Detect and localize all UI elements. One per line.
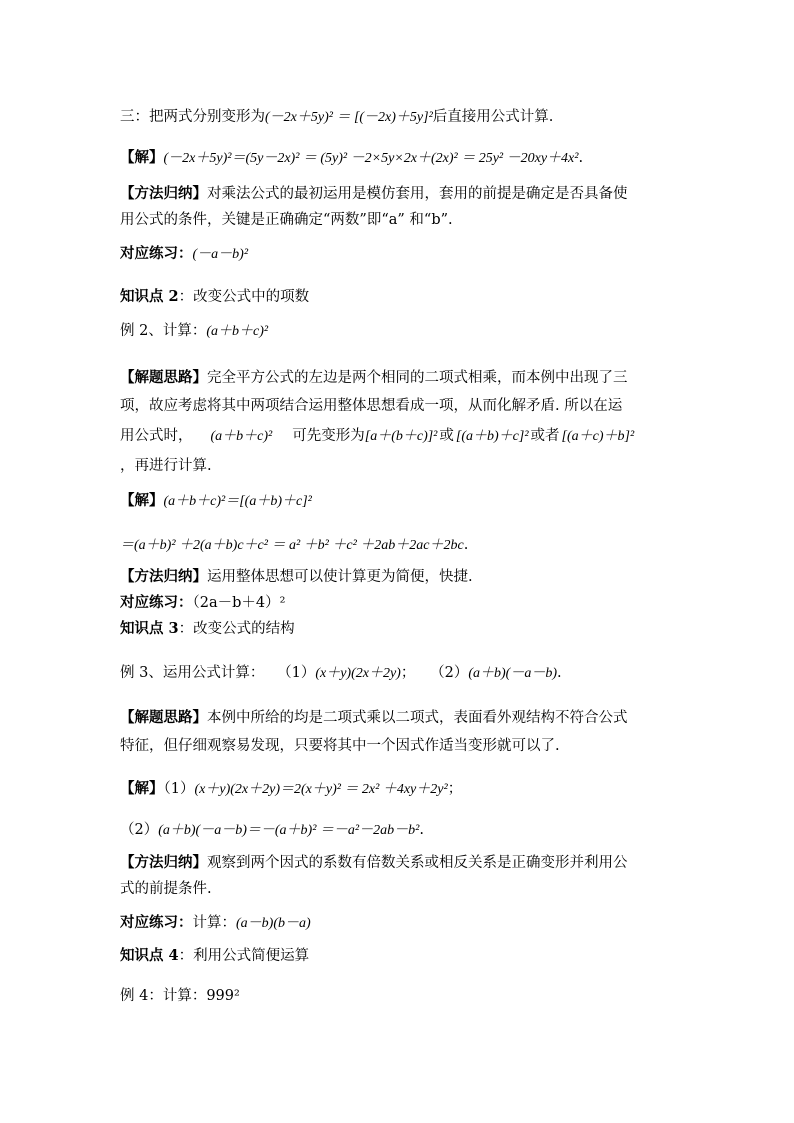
text: （2） [120, 822, 159, 838]
math-expression: [(a＋c)＋b]² [561, 429, 635, 444]
text: 三：把两式分别变形为 [120, 109, 265, 125]
text: 完全平方公式的左边是两个相同的二项式相乘，而本例中出现了三 [207, 370, 628, 386]
text: 例 3、运用公式计算： [120, 665, 265, 681]
text: 对乘法公式的最初运用是模仿套用，套用的前提是确定是否具备使 [207, 186, 628, 202]
math-expression: (－a－b)² [192, 247, 249, 262]
line-method-summary-1 [120, 184, 680, 204]
math-expression: (－2x＋5y)² ＝ [(－2x)＋5y]² [265, 110, 433, 125]
text: （2） [437, 665, 469, 681]
math-expression: (a＋b＋c)²＝[(a＋b)＋c]² [163, 494, 312, 509]
label-method-summary: 【方法归纳】 [120, 568, 207, 585]
text: 观察到两个因式的系数有倍数关系或相反关系是正确变形并利用公 [207, 855, 628, 871]
math-expression: [(a＋b)＋c]² [455, 429, 529, 444]
math-expression: (x＋y)(2x＋2y) [315, 666, 401, 681]
line-solution-2-cont [120, 535, 680, 556]
label-solution: 【解】 [120, 492, 164, 509]
line-practice-3 [120, 913, 680, 934]
line-thinking-2-formulas [120, 426, 680, 447]
line-method-summary-3 [120, 853, 680, 873]
text: ：改变公式的结构 [178, 621, 295, 637]
label-method-summary: 【方法归纳】 [120, 854, 207, 871]
line-method-three [120, 107, 680, 128]
text: （1） [163, 781, 195, 797]
line-knowledge-point-3 [120, 619, 680, 639]
line-practice-1 [120, 244, 680, 265]
line-solution-3-2 [120, 820, 680, 841]
text: ，再进行计算. [120, 458, 212, 474]
label-practice: 对应练习： [120, 594, 193, 611]
math-expression: ＝(a＋b)² ＋2(a＋b)c＋c² ＝ a² ＋b² ＋c² ＋2ab＋2ac＋2bc [120, 538, 464, 553]
label-solution: 【解】 [120, 780, 164, 797]
math-expression: (－2x＋5y)²＝(5y－2x)² ＝ (5y)² －2×5y×2x＋(2x)² ＝ 25y² －20xy＋4x² [163, 151, 579, 166]
math-expression: (a－b)(b－a) [236, 916, 311, 931]
line-thinking-2 [120, 368, 680, 388]
text: 运用整体思想可以使计算更为简便，快捷. [207, 569, 473, 585]
text: 例 4：计算：999² [120, 988, 240, 1004]
line-thinking-3 [120, 708, 680, 728]
text: 用公式的条件，关键是正确确定“两数”即“a” 和“b”. [120, 212, 453, 228]
text: . [556, 665, 562, 681]
math-expression: (a＋b＋c)² [206, 324, 269, 339]
line-method-summary-2 [120, 567, 680, 587]
text: . [463, 537, 469, 553]
text: 本例中所给的均是二项式乘以二项式，表面看外观结构不符合公式 [207, 710, 628, 726]
text: . [419, 822, 424, 838]
text: ； [400, 665, 416, 681]
line-knowledge-point-4 [120, 946, 680, 966]
math-expression: (a＋b)(－a－b)＝－(a＋b)² ＝－a²－2ab－b² [158, 823, 420, 838]
label-practice: 对应练习： [120, 914, 193, 931]
line-solution-3-1 [120, 779, 680, 800]
line-thinking-3-cont [120, 736, 680, 756]
label-solution: 【解】 [120, 149, 164, 166]
text: ； [447, 781, 463, 797]
text: 用公式时， [120, 428, 193, 444]
label-knowledge-point: 知识点 4 [120, 947, 179, 964]
line-thinking-2-end [120, 456, 680, 476]
line-solution-1 [120, 148, 680, 169]
line-knowledge-point-2 [120, 287, 680, 307]
math-expression: (a＋b＋c)² [210, 429, 273, 444]
label-thinking: 【解题思路】 [120, 369, 207, 386]
text: ：改变公式中的项数 [178, 289, 310, 305]
text: 例 2、计算： [120, 323, 207, 339]
label-thinking: 【解题思路】 [120, 709, 207, 726]
label-practice: 对应练习： [120, 245, 193, 262]
line-thinking-2-cont [120, 396, 680, 416]
text: 或者 [530, 428, 560, 444]
label-knowledge-point: 知识点 2 [120, 288, 179, 305]
text: 计算： [192, 915, 236, 931]
line-practice-2 [120, 593, 680, 613]
line-method-summary-3-cont [120, 879, 680, 899]
text: 项，故应考虑将其中两项结合运用整体思想看成一项，从而化解矛盾. 所以在运 [120, 398, 623, 414]
label-knowledge-point: 知识点 3 [120, 620, 179, 637]
text: 式的前提条件. [120, 881, 212, 897]
text: . [578, 150, 584, 166]
math-expression: [a＋(b＋c)]² [364, 429, 438, 444]
line-method-summary-1-cont [120, 210, 680, 230]
text: 可先变形为 [292, 428, 365, 444]
line-solution-2 [120, 491, 680, 512]
text: 或 [439, 428, 454, 444]
text: ：利用公式简便运算 [178, 948, 310, 964]
text: （2a－b＋4）² [192, 595, 286, 611]
math-expression: (a＋b)(－a－b) [468, 666, 557, 681]
text: （1） [284, 665, 316, 681]
text: 特征，但仔细观察易发现，只要将其中一个因式作适当变形就可以了. [120, 738, 560, 754]
line-example-3 [120, 663, 680, 684]
line-example-4 [120, 986, 680, 1006]
text: 后直接用公式计算. [432, 109, 554, 125]
line-example-2 [120, 321, 680, 342]
math-expression: (x＋y)(2x＋2y)＝2(x＋y)² ＝ 2x² ＋4xy＋2y² [194, 782, 448, 797]
label-method-summary: 【方法归纳】 [120, 185, 207, 202]
